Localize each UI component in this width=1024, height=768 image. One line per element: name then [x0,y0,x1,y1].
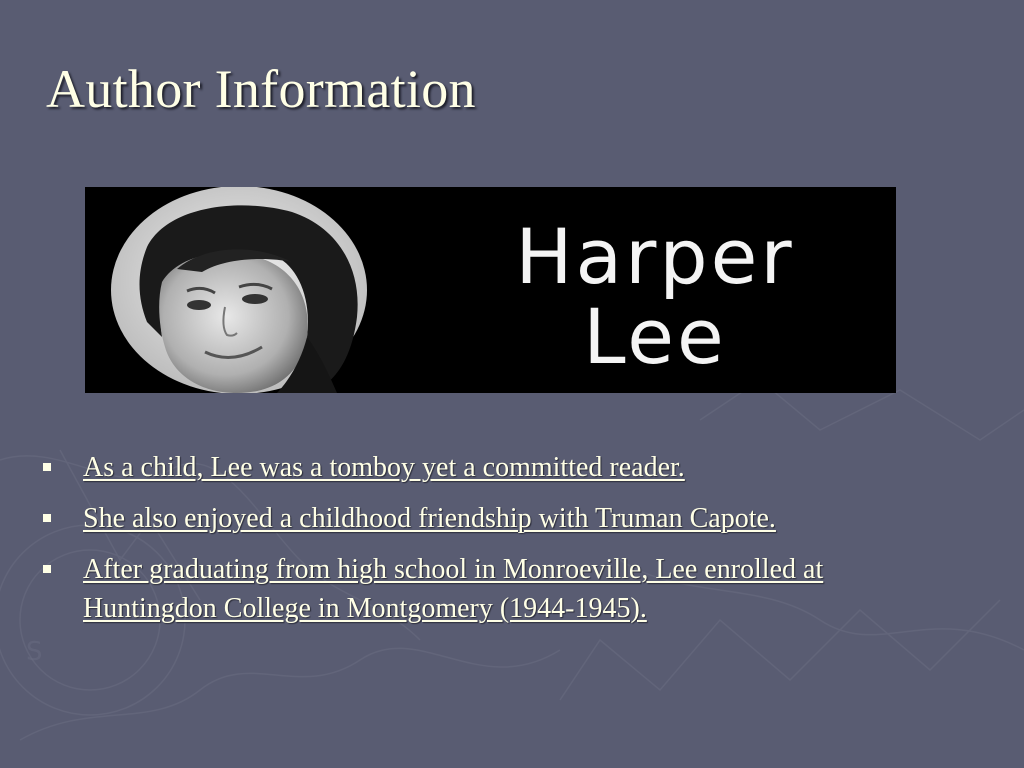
banner-first-name: Harper [515,212,795,301]
square-bullet-icon [43,565,51,573]
bullet-item [42,499,962,538]
author-portrait-image [107,187,369,393]
banner-last-name: Lee [583,292,727,381]
banner-name-text [425,212,885,381]
bullet-link-2[interactable]: She also enjoyed a childhood friendship with Truman Capote. [83,503,776,534]
square-bullet-icon [43,514,51,522]
slide-title: Author Information [46,59,476,119]
square-bullet-icon [43,463,51,471]
bullet-item [42,550,962,628]
bullet-list [42,448,962,640]
author-banner [85,187,896,393]
bullet-link-1[interactable]: As a child, Lee was a tomboy yet a committed reader. [83,452,685,483]
bullet-link-3[interactable]: After graduating from high school in Monroeville, Lee enrolled at Huntingdon College in Montgomery (1944-1945). [83,554,824,624]
bullet-item [42,448,962,487]
svg-text:S: S [26,637,43,667]
